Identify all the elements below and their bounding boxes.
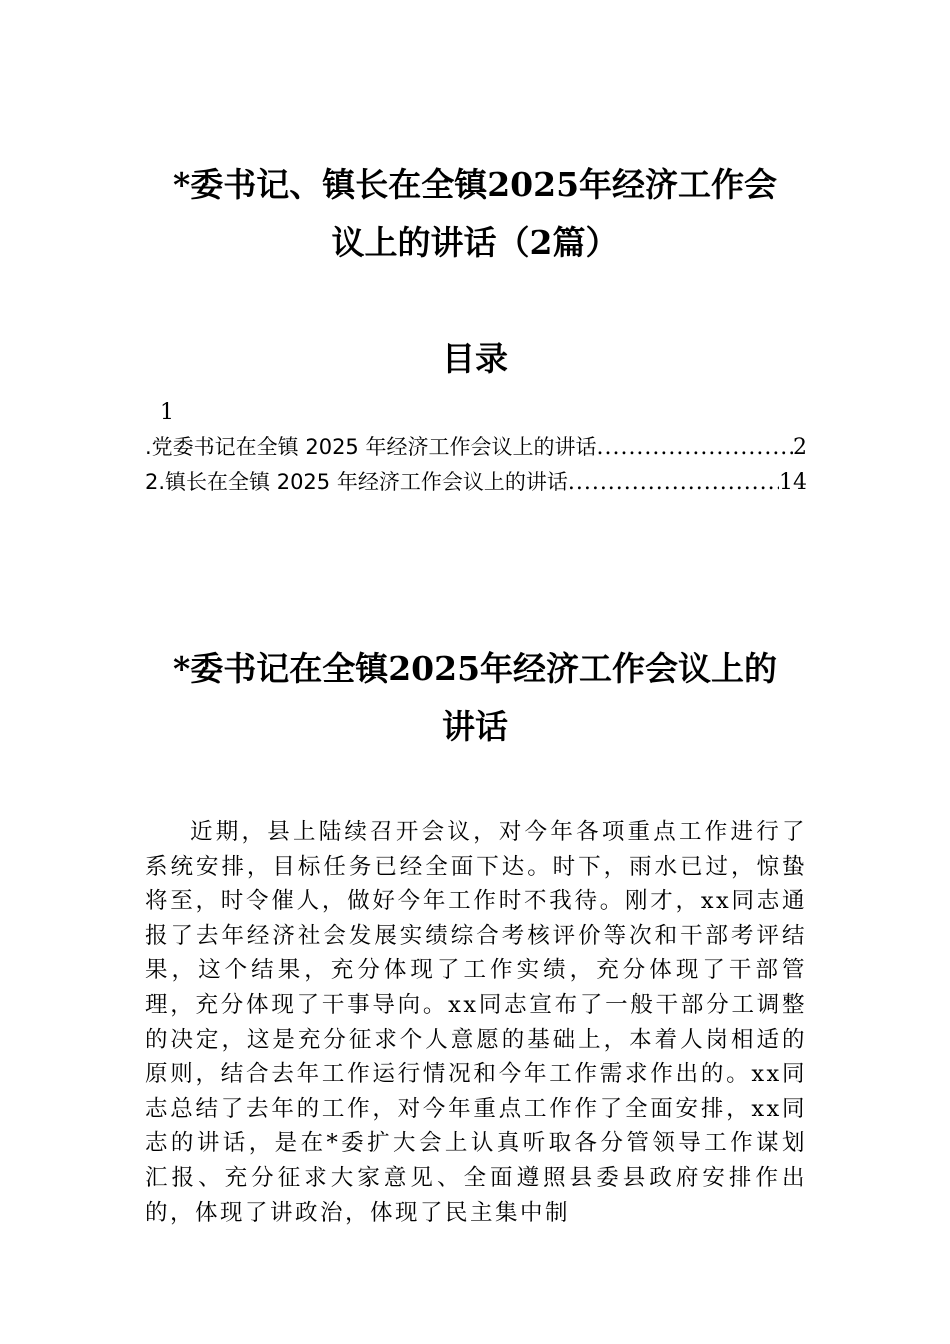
toc-entry-1-page: 2: [793, 435, 807, 460]
document-title: [145, 156, 805, 272]
section-title: [145, 640, 805, 756]
toc-entry-2-label: 2.镇长在全镇 2025 年经济工作会议上的讲话: [145, 470, 568, 494]
document-title-line-2: 议上的讲话（2篇）: [331, 223, 619, 262]
toc-heading: 目录: [442, 339, 508, 378]
body-paragraph: 近期，县上陆续召开会议，对今年各项重点工作进行了系统安排，目标任务已经全面下达。时下，雨水已过，惊蛰将至，时令催人，做好今年工作时不我待。刚才，xx同志通报了去年经济社会发展实绩综合考核评价等次和干部考评结果，这个结果，充分体现了工作实绩，充分体现了干部管理，充分体现了干事导向。xx同志宣布了一般干部分工调整的决定，这是充分征求个人意愿的基础上，本着人岗相适的原则，结合去年工作运行情况和今年工作需求作出的。xx同志总结了去年的工作，对今年重点工作作了全面安排，xx同志的讲话，是在*委扩大会上认真听取各分管领导工作谋划汇报、充分征求大家意见、全面遵照县委县政府安排作出的，体现了讲政治，体现了民主集中制: [145, 819, 807, 1226]
toc-entry-1-label: .党委书记在全镇 2025 年经济工作会议上的讲话: [145, 435, 597, 459]
document-title-line-1: *委书记、镇长在全镇2025年经济工作会: [172, 165, 778, 204]
section-title-line-1: *委书记在全镇2025年经济工作会议上的: [172, 649, 778, 688]
toc-entry-1-number: 1: [160, 400, 174, 425]
toc-entry-2-leader: [568, 466, 779, 500]
toc-entry-2[interactable]: [145, 465, 807, 500]
section-title-line-2: 讲话: [442, 707, 508, 746]
toc-entry-1-leader: [596, 431, 793, 465]
toc-entry-2-page: 14: [779, 470, 807, 495]
toc-entry-1[interactable]: [145, 430, 807, 465]
